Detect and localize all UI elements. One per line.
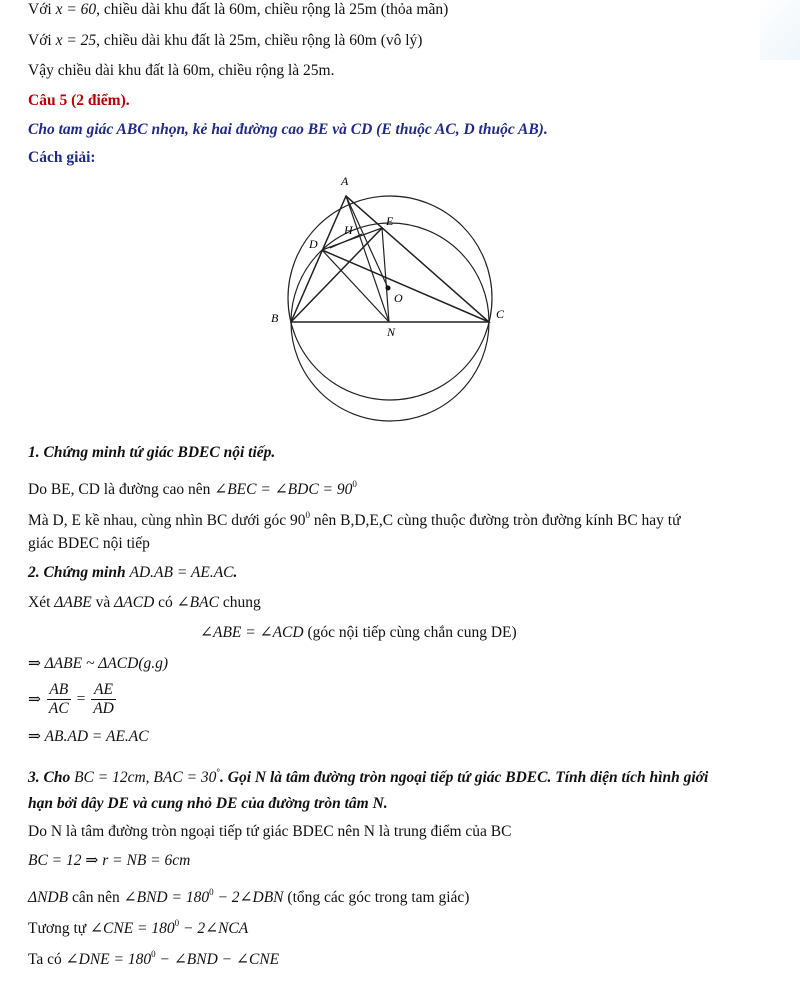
part3-line-1: Do N là tâm đường tròn ngoại tiếp tứ giác BDEC nên N là trung điểm của BC <box>28 823 512 840</box>
solution-heading: Cách giải: <box>28 149 96 166</box>
point-o <box>386 286 391 291</box>
label-c: C <box>496 307 505 321</box>
part2-line-2: ∠ABE = ∠ACD (góc nội tiếp cùng chắn cung DE) <box>200 624 517 641</box>
part2-line-3: ⇒ ΔABE ~ ΔACD(g.g) <box>28 655 169 672</box>
part3-line-4: Tương tự ∠CNE = $180^0$ − 2∠NCA <box>28 918 249 937</box>
geometry-figure <box>260 168 520 430</box>
label-a: A <box>341 174 349 188</box>
part3-line-5: Ta có ∠DNE = $180^0$ − ∠BND − ∠CNE <box>28 949 280 968</box>
label-o: O <box>394 291 403 305</box>
part3-line-3: ΔNDB cân nên ∠BND = $180^0$ − 2∠DBN (tổng các góc trong tam giác) <box>28 887 470 906</box>
text-line-1: Với x = 60, chiều dài khu đất là 60m, chiều rộng là 25m (thỏa mãn) <box>28 1 449 18</box>
label-e: E <box>386 214 394 228</box>
label-h: H <box>344 223 353 237</box>
problem-statement: Cho tam giác ABC nhọn, kẻ hai đường cao BE và CD (E thuộc AC, D thuộc AB). <box>28 121 548 138</box>
label-n: N <box>387 325 396 339</box>
part3-line-2: BC = 12 ⇒ r = NB = 6cm <box>28 852 191 869</box>
part1-title: 1. Chứng minh tứ giác BDEC nội tiếp. <box>28 444 276 461</box>
altitude-cd <box>322 250 489 322</box>
label-d: D <box>309 237 318 251</box>
part2-title: 2. Chứng minh AD.AB = AE.AC. <box>28 564 238 581</box>
part2-fraction-line: ⇒ $\frac{AB}{AC}$ = $\frac{AE}{AD}$ <box>28 681 114 717</box>
part3-title-line-1: 3. Cho BC = 12cm, BAC = 30°. Gọi N là tâm đường tròn ngoại tiếp tứ giác BDEC. Tính diện tích hình giới <box>28 767 709 786</box>
segment-dn <box>322 250 389 322</box>
corner-decoration <box>760 0 800 60</box>
text-line-2: Với x = 25, chiều dài khu đất là 25m, chiều rộng là 60m (vô lý) <box>28 32 423 49</box>
part1-line-2: Mà D, E kề nhau, cùng nhìn BC dưới góc $90^0$ nên B,D,E,C cùng thuộc đường tròn đường kính BC hay tứ <box>28 510 681 529</box>
label-b: B <box>271 311 279 325</box>
fraction-ab-ac: $\frac{AB}{AC}$ <box>48 681 69 717</box>
segment-ao <box>346 196 388 288</box>
part3-title-line-2: hạn bởi dây DE và cung nhỏ DE của đường tròn tâm N. <box>28 795 388 812</box>
fraction-ae-ad: $\frac{AE}{AD}$ <box>93 681 114 717</box>
part2-line-1: Xét ΔABE và ΔACD có ∠BAC chung <box>28 594 261 611</box>
segment-en <box>382 228 389 322</box>
part1-line-3: giác BDEC nội tiếp <box>28 535 150 552</box>
part2-line-5: ⇒ AB.AD = AE.AC <box>28 728 149 745</box>
text-line-3: Vậy chiều dài khu đất là 60m, chiều rộng là 25m. <box>28 62 335 79</box>
part1-line-1: Do BE, CD là đường cao nên ∠BEC = ∠BDC = $90^0$ <box>28 479 357 498</box>
question-heading: Câu 5 (2 điểm). <box>28 92 130 109</box>
